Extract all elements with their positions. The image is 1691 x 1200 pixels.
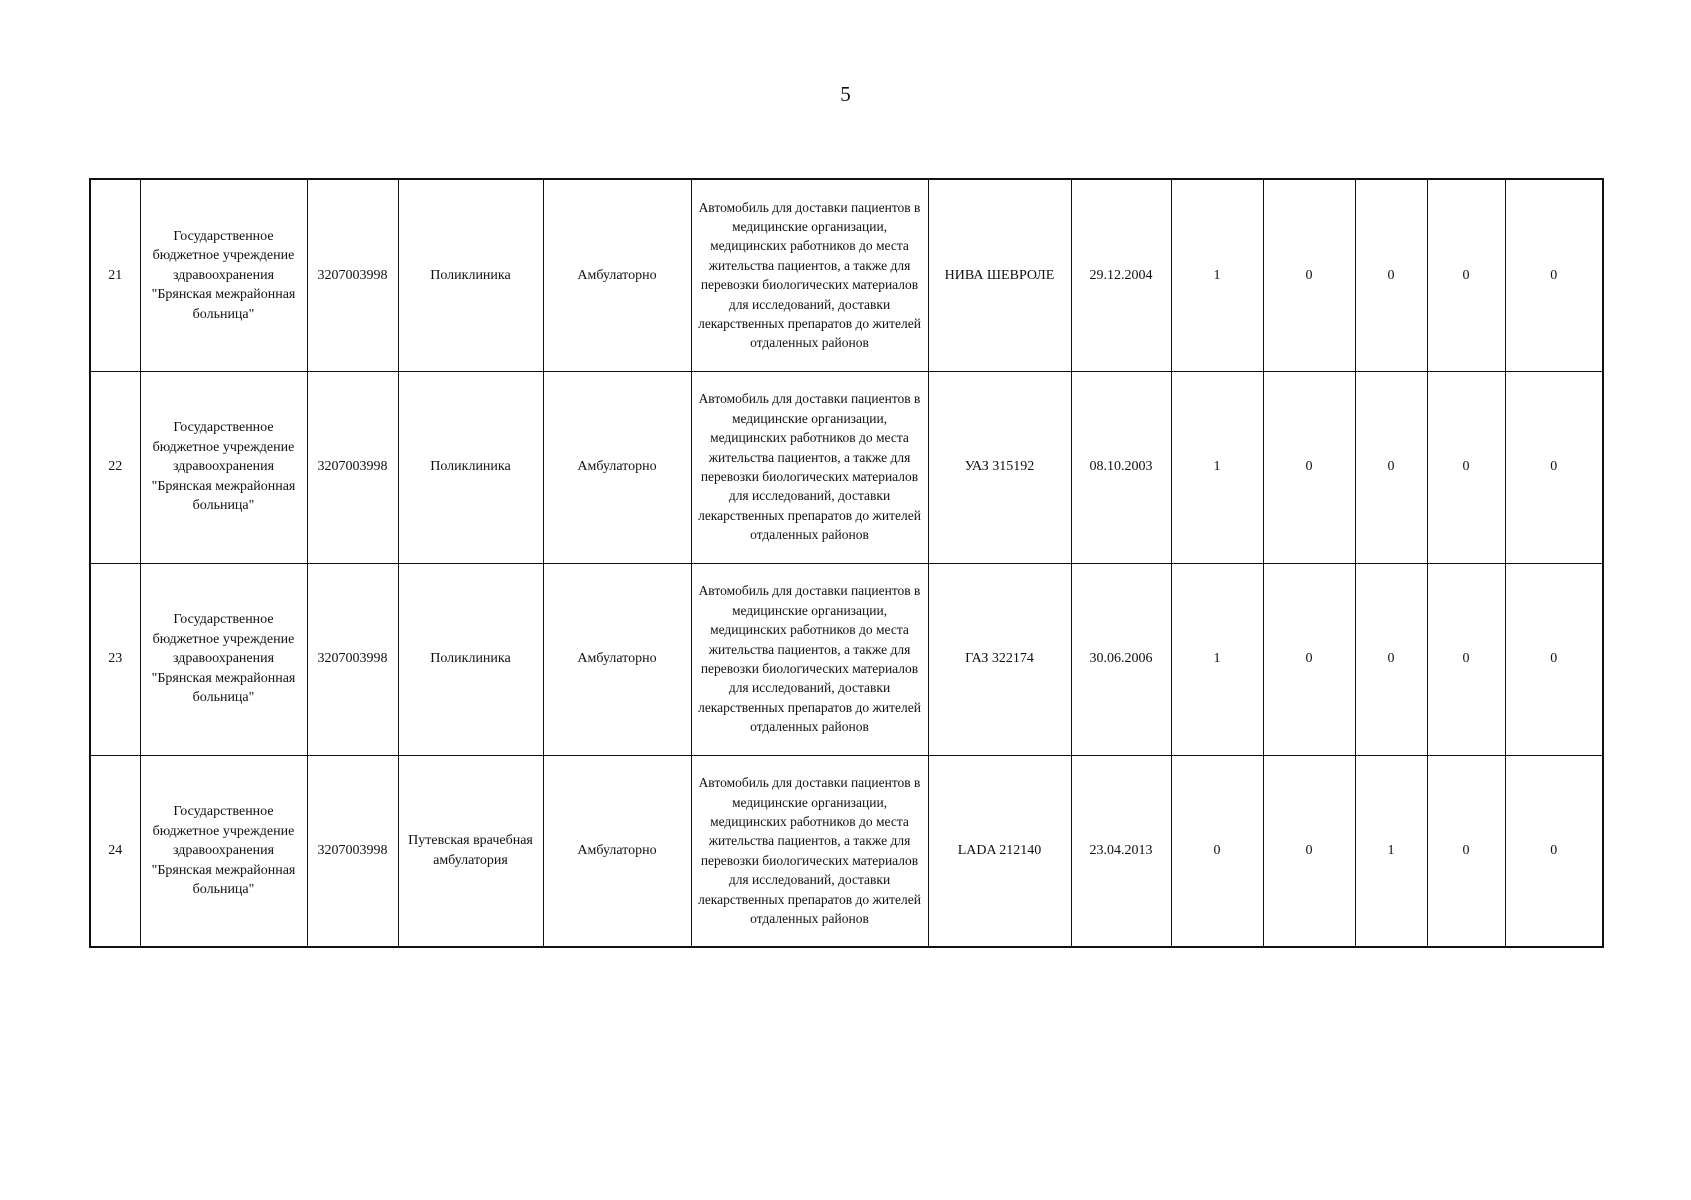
purpose-cell: Автомобиль для доставки пациентов в медицинские организации, медицинских работников до места жительства пациентов, а также для перевозки биологических материалов для исследований, доставки лекарственных препаратов до жителей отдаленных районов bbox=[691, 179, 928, 371]
date-cell: 30.06.2006 bbox=[1071, 563, 1171, 755]
organization-cell: Государственное бюджетное учреждение здравоохранения "Брянская межрайонная больница" bbox=[140, 371, 307, 563]
count-cell: 1 bbox=[1355, 755, 1427, 947]
unit-cell: Путевская врачебная амбулатория bbox=[398, 755, 543, 947]
vehicle-model-cell: УАЗ 315192 bbox=[928, 371, 1071, 563]
count-cell: 0 bbox=[1427, 179, 1505, 371]
row-number-cell: 21 bbox=[90, 179, 140, 371]
table-row bbox=[90, 563, 1603, 755]
vehicle-model-cell: ГАЗ 322174 bbox=[928, 563, 1071, 755]
count-cell: 0 bbox=[1427, 371, 1505, 563]
inn-cell: 3207003998 bbox=[307, 371, 398, 563]
organization-cell: Государственное бюджетное учреждение здравоохранения "Брянская межрайонная больница" bbox=[140, 755, 307, 947]
count-cell: 0 bbox=[1505, 563, 1603, 755]
count-cell: 0 bbox=[1355, 371, 1427, 563]
count-cell: 0 bbox=[1505, 371, 1603, 563]
count-cell: 0 bbox=[1427, 563, 1505, 755]
care-mode-cell: Амбулаторно bbox=[543, 563, 691, 755]
count-cell: 0 bbox=[1355, 179, 1427, 371]
row-number-cell: 22 bbox=[90, 371, 140, 563]
count-cell: 1 bbox=[1171, 563, 1263, 755]
unit-cell: Поликлиника bbox=[398, 179, 543, 371]
table-row bbox=[90, 371, 1603, 563]
inn-cell: 3207003998 bbox=[307, 179, 398, 371]
count-cell: 0 bbox=[1263, 179, 1355, 371]
count-cell: 0 bbox=[1355, 563, 1427, 755]
count-cell: 0 bbox=[1505, 755, 1603, 947]
count-cell: 1 bbox=[1171, 179, 1263, 371]
care-mode-cell: Амбулаторно bbox=[543, 755, 691, 947]
inn-cell: 3207003998 bbox=[307, 755, 398, 947]
count-cell: 0 bbox=[1263, 371, 1355, 563]
care-mode-cell: Амбулаторно bbox=[543, 179, 691, 371]
count-cell: 0 bbox=[1263, 563, 1355, 755]
count-cell: 0 bbox=[1171, 755, 1263, 947]
vehicle-model-cell: НИВА ШЕВРОЛЕ bbox=[928, 179, 1071, 371]
count-cell: 0 bbox=[1505, 179, 1603, 371]
page-number: 5 bbox=[840, 82, 851, 106]
count-cell: 0 bbox=[1263, 755, 1355, 947]
purpose-cell: Автомобиль для доставки пациентов в медицинские организации, медицинских работников до места жительства пациентов, а также для перевозки биологических материалов для исследований, доставки лекарственных препаратов до жителей отдаленных районов bbox=[691, 563, 928, 755]
unit-cell: Поликлиника bbox=[398, 563, 543, 755]
vehicle-model-cell: LADA 212140 bbox=[928, 755, 1071, 947]
organization-cell: Государственное бюджетное учреждение здравоохранения "Брянская межрайонная больница" bbox=[140, 563, 307, 755]
count-cell: 0 bbox=[1427, 755, 1505, 947]
care-mode-cell: Амбулаторно bbox=[543, 371, 691, 563]
date-cell: 23.04.2013 bbox=[1071, 755, 1171, 947]
date-cell: 29.12.2004 bbox=[1071, 179, 1171, 371]
table-row bbox=[90, 755, 1603, 947]
purpose-cell: Автомобиль для доставки пациентов в медицинские организации, медицинских работников до места жительства пациентов, а также для перевозки биологических материалов для исследований, доставки лекарственных препаратов до жителей отдаленных районов bbox=[691, 371, 928, 563]
inn-cell: 3207003998 bbox=[307, 563, 398, 755]
purpose-cell: Автомобиль для доставки пациентов в медицинские организации, медицинских работников до места жительства пациентов, а также для перевозки биологических материалов для исследований, доставки лекарственных препаратов до жителей отдаленных районов bbox=[691, 755, 928, 947]
vehicle-table bbox=[89, 178, 1604, 948]
table-row bbox=[90, 179, 1603, 371]
unit-cell: Поликлиника bbox=[398, 371, 543, 563]
row-number-cell: 23 bbox=[90, 563, 140, 755]
row-number-cell: 24 bbox=[90, 755, 140, 947]
date-cell: 08.10.2003 bbox=[1071, 371, 1171, 563]
count-cell: 1 bbox=[1171, 371, 1263, 563]
organization-cell: Государственное бюджетное учреждение здравоохранения "Брянская межрайонная больница" bbox=[140, 179, 307, 371]
